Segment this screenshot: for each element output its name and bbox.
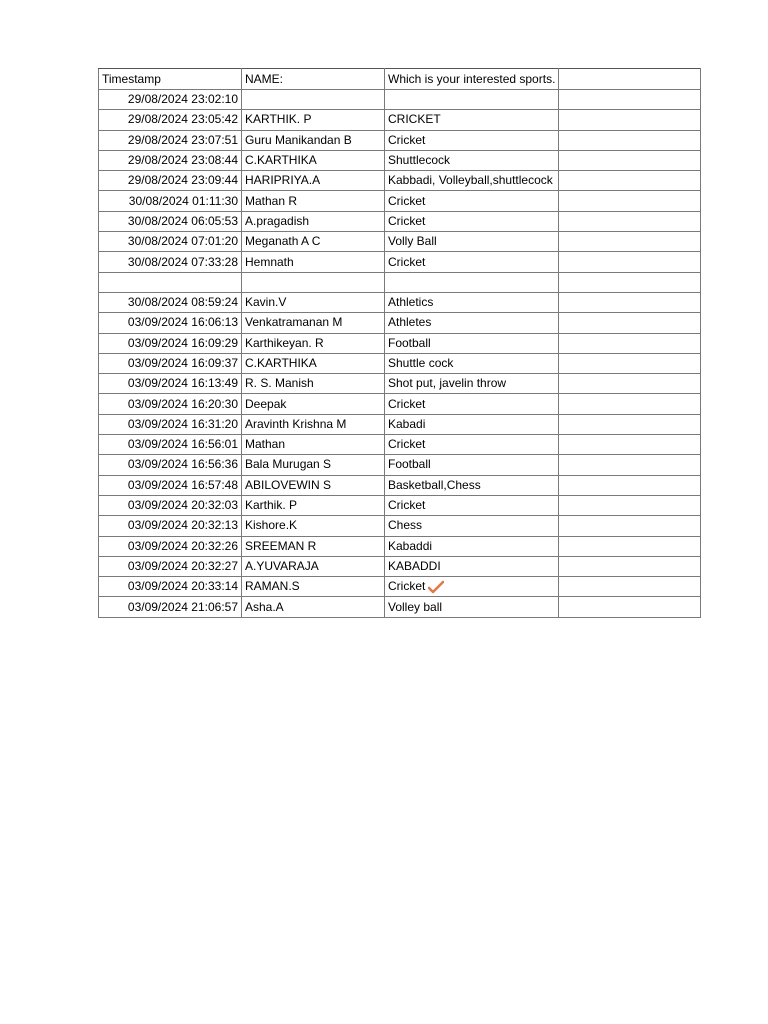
name-cell	[242, 90, 385, 110]
sport-cell	[385, 130, 559, 150]
timestamp-cell	[99, 110, 242, 130]
sport-cell	[385, 394, 559, 414]
timestamp-cell-text: 03/09/2024 16:56:36	[127, 457, 238, 472]
name-cell	[242, 455, 385, 475]
sport-cell	[385, 495, 559, 515]
header-row	[99, 69, 701, 90]
name-cell	[242, 394, 385, 414]
timestamp-cell	[99, 435, 242, 455]
timestamp-cell	[99, 414, 242, 434]
extra-cell	[559, 536, 701, 556]
responses-table-body	[99, 69, 701, 618]
extra-cell	[559, 211, 701, 231]
sport-cell	[385, 313, 559, 333]
sport-cell	[385, 252, 559, 272]
timestamp-cell	[99, 394, 242, 414]
timestamp-cell-text: 29/08/2024 23:02:10	[127, 92, 238, 107]
name-cell-text: Mathan	[245, 437, 286, 452]
sport-cell	[385, 333, 559, 353]
extra-cell	[559, 171, 701, 191]
timestamp-cell-text: 03/09/2024 20:32:26	[127, 538, 238, 553]
name-cell-text: Asha.A	[245, 599, 284, 614]
timestamp-cell	[99, 272, 242, 292]
timestamp-cell	[99, 597, 242, 617]
timestamp-cell	[99, 516, 242, 536]
table-row	[99, 191, 701, 211]
sport-cell-text: Cricket	[388, 213, 426, 228]
table-row	[99, 495, 701, 515]
extra-cell	[559, 394, 701, 414]
timestamp-cell-text: 03/09/2024 16:56:01	[127, 437, 238, 452]
sport-cell-text: Shuttle cock	[388, 356, 454, 370]
name-cell	[242, 171, 385, 191]
timestamp-cell	[99, 455, 242, 475]
timestamp-cell-text: 03/09/2024 16:57:48	[127, 477, 238, 492]
sport-cell	[385, 232, 559, 252]
name-cell-text: Venkatramanan M	[245, 315, 343, 330]
timestamp-cell-text: 03/09/2024 16:13:49	[127, 376, 238, 391]
timestamp-cell	[99, 90, 242, 110]
name-cell-text: Kavin.V	[245, 295, 287, 310]
table-row	[99, 252, 701, 272]
name-cell	[242, 516, 385, 536]
sport-cell-text: Football	[388, 335, 431, 350]
timestamp-cell	[99, 150, 242, 170]
table-row	[99, 475, 701, 495]
table-row	[99, 435, 701, 455]
table-row	[99, 272, 701, 292]
responses-table	[98, 68, 701, 618]
timestamp-cell-text: 30/08/2024 01:11:30	[128, 193, 238, 208]
extra-cell	[559, 495, 701, 515]
extra-cell	[559, 475, 701, 495]
timestamp-cell-text: 03/09/2024 20:33:14	[127, 579, 238, 594]
sport-cell	[385, 90, 559, 110]
timestamp-cell-text: 29/08/2024 23:05:42	[127, 112, 238, 127]
timestamp-cell	[99, 130, 242, 150]
table-row	[99, 292, 701, 312]
timestamp-cell	[99, 495, 242, 515]
timestamp-cell-text: 03/09/2024 20:32:27	[127, 558, 238, 573]
name-cell	[242, 556, 385, 576]
name-cell	[242, 333, 385, 353]
sport-cell-text: CRICKET	[388, 112, 441, 127]
header-sport: Which is your interested sports.	[385, 69, 559, 90]
timestamp-cell	[99, 292, 242, 312]
sport-cell-text: Chess	[388, 518, 423, 533]
name-cell-text: R. S. Manish	[245, 376, 314, 391]
table-row	[99, 577, 701, 597]
table-row	[99, 597, 701, 617]
extra-cell	[559, 110, 701, 130]
extra-cell	[559, 435, 701, 455]
sport-cell	[385, 455, 559, 475]
header-name: NAME:	[242, 69, 385, 90]
extra-cell	[559, 191, 701, 211]
sport-cell	[385, 516, 559, 536]
extra-cell	[559, 455, 701, 475]
table-row	[99, 130, 701, 150]
timestamp-cell	[99, 171, 242, 191]
extra-cell	[559, 374, 701, 394]
header-timestamp: Timestamp	[99, 69, 242, 90]
name-cell	[242, 272, 385, 292]
name-cell	[242, 232, 385, 252]
timestamp-cell-text: 03/09/2024 21:06:57	[127, 599, 238, 614]
extra-cell	[559, 597, 701, 617]
sport-cell	[385, 374, 559, 394]
sport-cell-text: Athletes	[388, 315, 432, 330]
name-cell-text: Meganath A C	[245, 234, 321, 249]
name-cell	[242, 150, 385, 170]
extra-cell	[559, 414, 701, 434]
timestamp-cell-text: 29/08/2024 23:08:44	[127, 153, 238, 168]
extra-cell	[559, 252, 701, 272]
sport-cell-text: Cricket	[388, 132, 426, 147]
name-cell	[242, 475, 385, 495]
name-cell-text: Karthik. P	[245, 498, 298, 513]
timestamp-cell	[99, 232, 242, 252]
sport-cell	[385, 414, 559, 434]
sport-cell-text: Kabadi	[388, 416, 426, 431]
table-row	[99, 211, 701, 231]
extra-cell	[559, 577, 701, 597]
sport-cell	[385, 577, 559, 597]
name-cell-text: Kishore.K	[245, 518, 298, 533]
timestamp-cell-text: 30/08/2024 06:05:53	[127, 213, 238, 228]
check-mark-icon	[428, 580, 444, 594]
timestamp-cell-text: 03/09/2024 16:06:13	[127, 315, 238, 330]
sport-cell-text: Cricket	[388, 437, 426, 452]
extra-cell	[559, 313, 701, 333]
timestamp-cell-text: 03/09/2024 20:32:03	[127, 498, 238, 513]
sport-cell	[385, 292, 559, 312]
name-cell-text: Bala Murugan S	[245, 457, 332, 472]
name-cell	[242, 130, 385, 150]
table-row	[99, 353, 701, 373]
name-cell	[242, 110, 385, 130]
sport-cell-text: Cricket	[388, 254, 426, 269]
name-cell	[242, 211, 385, 231]
timestamp-cell	[99, 252, 242, 272]
sport-cell	[385, 150, 559, 170]
name-cell	[242, 435, 385, 455]
extra-cell	[559, 516, 701, 536]
sport-cell	[385, 171, 559, 191]
timestamp-cell-text: 03/09/2024 16:09:29	[127, 335, 238, 350]
timestamp-cell-text: 30/08/2024 08:59:24	[127, 295, 238, 310]
table-row	[99, 171, 701, 191]
sport-cell	[385, 272, 559, 292]
name-cell-text: Mathan R	[245, 193, 298, 208]
name-cell	[242, 313, 385, 333]
sport-cell-text: Basketball,Chess	[388, 477, 481, 492]
name-cell-text: KARTHIK. P	[245, 112, 312, 127]
sport-cell	[385, 353, 559, 373]
timestamp-cell-text: 30/08/2024 07:01:20	[127, 234, 238, 249]
sport-cell	[385, 435, 559, 455]
name-cell	[242, 414, 385, 434]
table-row	[99, 313, 701, 333]
name-cell-text: Karthikeyan. R	[245, 335, 324, 350]
timestamp-cell	[99, 333, 242, 353]
timestamp-cell-text: 29/08/2024 23:07:51	[127, 132, 238, 147]
timestamp-cell	[99, 475, 242, 495]
table-row	[99, 90, 701, 110]
extra-cell	[559, 292, 701, 312]
name-cell-text: Guru Manikandan B	[245, 132, 352, 147]
timestamp-cell	[99, 191, 242, 211]
extra-cell	[559, 272, 701, 292]
sport-cell-text: Cricket	[388, 396, 426, 411]
name-cell-text: Hemnath	[245, 254, 294, 269]
table-row	[99, 232, 701, 252]
timestamp-cell	[99, 211, 242, 231]
table-row	[99, 394, 701, 414]
name-cell-text: ABILOVEWIN S	[245, 477, 332, 492]
extra-cell	[559, 333, 701, 353]
sport-cell-text: KABADDI	[388, 558, 441, 573]
sport-cell	[385, 475, 559, 495]
timestamp-cell	[99, 556, 242, 576]
name-cell	[242, 374, 385, 394]
sport-cell-text: Football	[388, 457, 431, 472]
sport-cell-text: Cricket	[388, 579, 426, 594]
sport-cell	[385, 536, 559, 556]
table-row	[99, 414, 701, 434]
name-cell-text: Deepak	[245, 396, 287, 411]
name-cell	[242, 353, 385, 373]
name-cell	[242, 536, 385, 556]
name-cell-text: RAMAN.S	[245, 579, 300, 594]
sport-cell-text: Shot put, javelin throw	[388, 376, 507, 391]
sport-cell	[385, 191, 559, 211]
sport-cell-text: Kabbadi, Volleyball,shuttlecock	[388, 173, 553, 188]
name-cell	[242, 597, 385, 617]
name-cell	[242, 191, 385, 211]
timestamp-cell	[99, 353, 242, 373]
timestamp-cell-text: 03/09/2024 16:09:37	[127, 356, 238, 370]
sport-cell-text: Cricket	[388, 498, 426, 513]
sport-cell-text: Volley ball	[388, 599, 443, 614]
name-cell	[242, 292, 385, 312]
table-row	[99, 536, 701, 556]
sport-cell	[385, 556, 559, 576]
extra-cell	[559, 353, 701, 373]
timestamp-cell	[99, 374, 242, 394]
header-extra	[559, 69, 701, 90]
sport-cell	[385, 211, 559, 231]
timestamp-cell-text: 29/08/2024 23:09:44	[127, 173, 238, 188]
table-row	[99, 516, 701, 536]
table-row	[99, 374, 701, 394]
table-row	[99, 455, 701, 475]
name-cell-text: C.KARTHIKA	[245, 356, 317, 370]
sport-cell-text: Athletics	[388, 295, 434, 310]
extra-cell	[559, 90, 701, 110]
timestamp-cell	[99, 577, 242, 597]
timestamp-cell	[99, 536, 242, 556]
timestamp-cell-text: 03/09/2024 16:31:20	[127, 416, 238, 431]
sport-cell-text: Volly Ball	[388, 234, 437, 249]
name-cell-text: A.YUVARAJA	[245, 558, 319, 573]
extra-cell	[559, 130, 701, 150]
name-cell	[242, 577, 385, 597]
name-cell	[242, 252, 385, 272]
table-row	[99, 150, 701, 170]
timestamp-cell-text: 03/09/2024 20:32:13	[127, 518, 238, 533]
extra-cell	[559, 150, 701, 170]
name-cell-text: A.pragadish	[245, 213, 310, 228]
sport-cell-text: Kabaddi	[388, 538, 433, 553]
name-cell	[242, 495, 385, 515]
name-cell-text: C.KARTHIKA	[245, 153, 317, 168]
table-row	[99, 556, 701, 576]
table-row	[99, 333, 701, 353]
extra-cell	[559, 556, 701, 576]
sport-cell-text: Shuttlecock	[388, 153, 451, 168]
sport-cell	[385, 110, 559, 130]
table-row	[99, 110, 701, 130]
name-cell-text: HARIPRIYA.A	[245, 173, 321, 188]
name-cell-text: Aravinth Krishna M	[245, 416, 347, 431]
timestamp-cell	[99, 313, 242, 333]
name-cell-text: SREEMAN R	[245, 538, 317, 553]
timestamp-cell-text: 03/09/2024 16:20:30	[127, 396, 238, 411]
sport-cell-text: Cricket	[388, 193, 426, 208]
timestamp-cell-text: 30/08/2024 07:33:28	[127, 254, 238, 269]
sport-cell	[385, 597, 559, 617]
extra-cell	[559, 232, 701, 252]
